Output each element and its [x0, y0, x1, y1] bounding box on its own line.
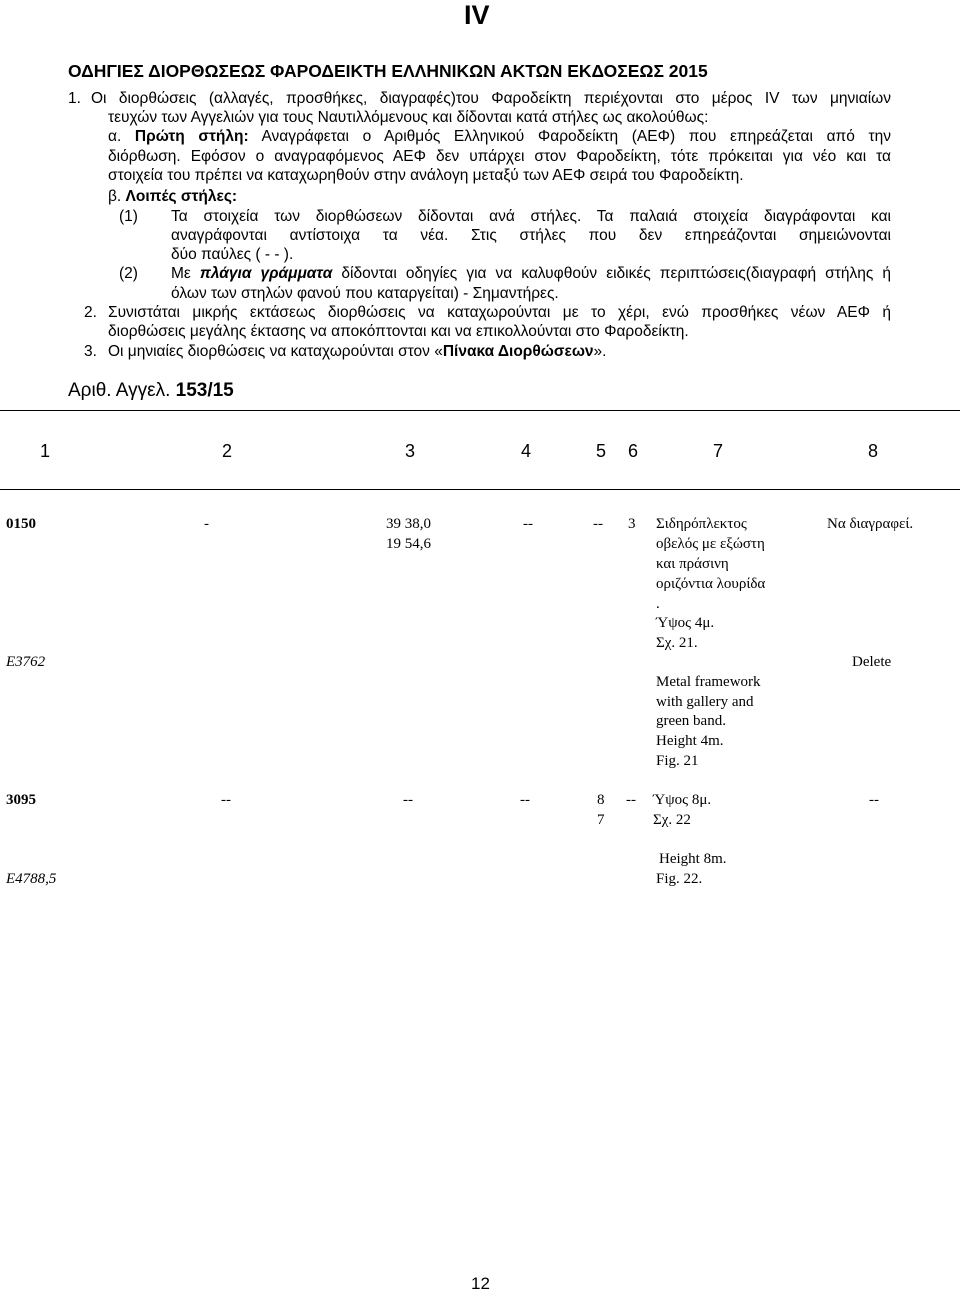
sub2-pre: Με [171, 265, 191, 282]
page-title: ΟΔΗΓΙΕΣ ΔΙΟΡΘΩΣΕΩΣ ΦΑΡΟΔΕΙΚΤΗ ΕΛΛΗΝΙΚΩΝ ΑΚΤΩΝ ΕΚΔΟΣΕΩΣ 2015 [68, 61, 708, 81]
row1-col8-greek: Να διαγραφεί. [827, 516, 914, 532]
column-header-4: 4 [521, 441, 532, 461]
row1-col2: - [204, 516, 209, 532]
row2-col7-greek-line: Ύψος 8μ. [653, 792, 712, 808]
row1-col3-lat: 39 38,0 [386, 516, 431, 532]
alpha-line3: στοιχεία του πρέπει να καταχωρηθούν στην ανάλογη μεταξύ των ΑΕΦ σειρά του Φαροδείκτη. [108, 167, 744, 184]
row1-col8-english: Delete [852, 654, 892, 670]
row1-col7-greek-line: Σιδηρόπλεκτος [656, 516, 747, 532]
row1-col7-english-line: green band. [656, 713, 726, 729]
row1-col5: -- [593, 516, 603, 532]
item3-bold: Πίνακα Διορθώσεων [442, 343, 594, 360]
row2-col7-english-line: Height 8m. [659, 851, 727, 867]
row2-col7-english-line: Fig. 22. [656, 871, 703, 887]
row1-col7-english-line: Height 4m. [656, 733, 724, 749]
column-header-8: 8 [868, 441, 879, 461]
notice-number-line [68, 380, 234, 402]
item3-pre: Οι μηνιαίες διορθώσεις να καταχωρούνται στον « [108, 343, 443, 360]
sub1-line2: αναγράφονται αντίστοιχα τα νέα. Στις στήλες που δεν επηρεάζονται σημειώνονται [171, 227, 891, 244]
row2-col3: -- [403, 792, 413, 808]
row1-col4: -- [523, 516, 533, 532]
sub2-number: (2) [119, 265, 138, 282]
beta-bold-label: Λοιπές στήλες: [125, 188, 238, 205]
item1-number: 1. [68, 90, 81, 107]
column-header-5: 5 [596, 441, 607, 461]
sub2-rest: δίδονται οδηγίες για να καλυφθούν ειδικές περιπτώσεις(διαγραφή στήλης ή [341, 265, 891, 282]
row1-col6: 3 [628, 516, 636, 532]
row1-col7-greek-line: οριζόντια λουρίδα [656, 576, 766, 592]
item3-number: 3. [84, 343, 97, 360]
sub2-line2: όλων των στηλών φανού που καταργείται) - Σημαντήρες. [171, 285, 559, 302]
row2-col5-line: 8 [597, 792, 605, 808]
row1-col7-greek-line: οβελός με εξώστη [656, 536, 765, 552]
sub2-emphasis: πλάγια γράμματα [199, 265, 333, 282]
row1-col7-english-line: with gallery and [656, 694, 754, 710]
alpha-line2-text: Εφόσον ο αναγραφόμενος ΑΕΦ δεν υπάρχει στον Φαροδείκτη, τότε πρόκειται για νέο και τα [190, 148, 891, 165]
row2-col5-line: 7 [597, 812, 605, 828]
alpha-line2-start: διόρθωση. [108, 148, 181, 165]
item2-line1: Συνιστάται μικρής εκτάσεως διορθώσεις να καταχωρούνται με το χέρι, ενώ προσθήκες νέων ΑΕΦ ή [108, 304, 891, 321]
column-header-6: 6 [628, 441, 639, 461]
item3-line [108, 343, 606, 361]
row2-aef-number: 3095 [6, 792, 36, 808]
item1-line1: Οι διορθώσεις (αλλαγές, προσθήκες, διαγραφές)του Φαροδείκτη περιέχονται στο μέρος IV των μηνιαίων [91, 90, 891, 107]
row1-col7-greek-line: . [656, 596, 660, 612]
row2-col4: -- [520, 792, 530, 808]
alpha-label: α. [108, 128, 122, 145]
item2-line2: διορθώσεις μεγάλης έκτασης να αποκόπτονται και να επικολλούνται στο Φαροδείκτη. [108, 323, 689, 340]
row2-col6: -- [626, 792, 636, 808]
alpha-line1-text: Αναγράφεται ο Αριθμός Ελληνικού Φαροδείκτη (ΑΕΦ) που επηρεάζεται από την [261, 128, 891, 145]
alpha-line1 [108, 128, 891, 146]
alpha-line2 [108, 148, 891, 166]
item3-post: ». [593, 343, 607, 360]
sub1-number: (1) [119, 208, 138, 225]
alpha-bold-label: Πρώτη στήλη: [134, 128, 249, 145]
row2-col7-greek-line: Σχ. 22 [653, 812, 691, 828]
column-header-7: 7 [713, 441, 724, 461]
sub2-line1 [171, 265, 891, 283]
item1-line2: τευχών των Αγγελιών για τους Ναυτιλλόμενους και δίδονται κατά στήλες ως ακολούθως: [108, 109, 709, 126]
section-number: IV [464, 0, 490, 30]
item2-number: 2. [84, 304, 97, 321]
column-header-2: 2 [222, 441, 233, 461]
row1-col7-english-line: Fig. 21 [656, 753, 699, 769]
sub1-line3: δύο παύλες ( - - ). [171, 246, 294, 263]
column-header-3: 3 [405, 441, 416, 461]
row1-col3-lon: 19 54,6 [386, 536, 431, 552]
row2-col2: -- [221, 792, 231, 808]
row1-col7-greek-line: Ύψος 4μ. [656, 615, 715, 631]
row1-col7-greek-line: και πράσινη [656, 556, 729, 572]
row1-col7-english-line: Metal framework [656, 674, 761, 690]
beta-label: β. [108, 188, 122, 205]
row1-col7-greek-line: Σχ. 21. [656, 635, 698, 651]
table-header-band [0, 410, 960, 490]
row2-international-number: E4788,5 [6, 871, 57, 887]
sub1-line1: Τα στοιχεία των διορθώσεων δίδονται ανά στήλες. Τα παλαιά στοιχεία διαγράφονται και [171, 208, 891, 225]
page-number: 12 [471, 1274, 490, 1293]
row2-col8: -- [869, 792, 879, 808]
notice-number: 153/15 [175, 380, 234, 401]
row1-international-number: E3762 [6, 654, 46, 670]
column-header-1: 1 [40, 441, 51, 461]
notice-label: Αριθ. Αγγελ. [68, 380, 171, 401]
row1-aef-number: 0150 [6, 516, 36, 532]
beta-line [108, 188, 237, 206]
